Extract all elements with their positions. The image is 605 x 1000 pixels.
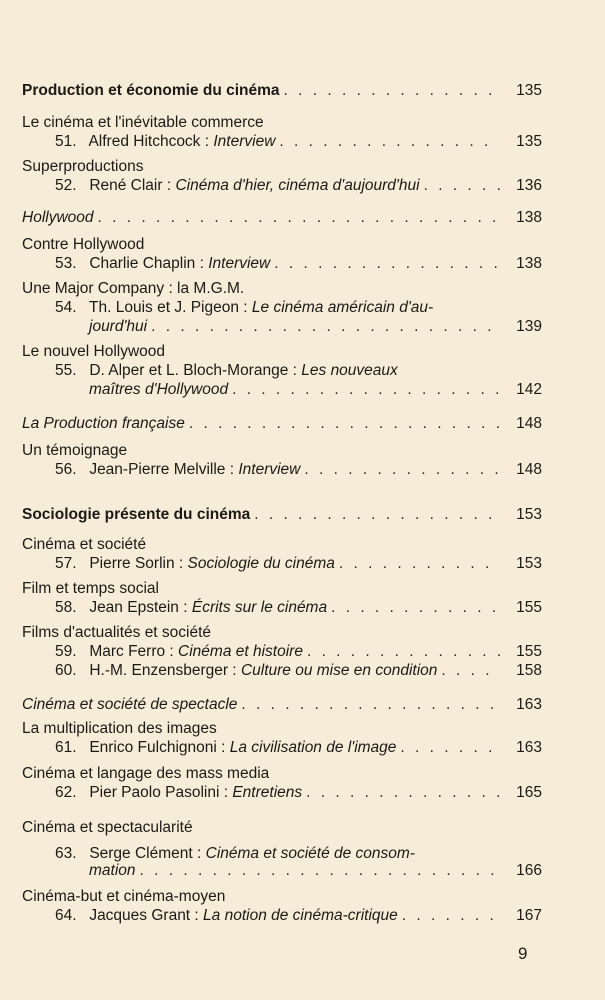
toc-heading: Un témoignage <box>22 442 128 459</box>
leader-dots <box>140 860 500 882</box>
leader-dots <box>402 905 500 927</box>
toc-heading: Cinéma et société <box>22 536 147 553</box>
toc-entry-56: 56. Jean-Pierre Melville : Interview . . . 148 <box>55 459 542 481</box>
toc-section-sociologie: Sociologie présente du cinéma . . . 153 <box>22 504 542 526</box>
toc-entry-54: 54. Th. Louis et J. Pigeon : Le cinéma américain d'au- <box>55 299 434 316</box>
toc-heading: Le nouvel Hollywood <box>22 343 166 360</box>
leader-dots <box>441 660 500 682</box>
leader-dots <box>241 694 500 716</box>
toc-entry-60: 60. H.-M. Enzensberger : Culture ou mise en condition . . . 158 <box>55 660 542 682</box>
toc-entry-61: 61. Enrico Fulchignoni : La civilisation de l'image . . . 163 <box>55 737 542 759</box>
toc-heading: Superproductions <box>22 158 144 175</box>
toc-entry-55-cont: maîtres d'Hollywood . . . 142 <box>89 379 542 401</box>
toc-subsection-hollywood: Hollywood . . . 138 <box>22 207 542 229</box>
toc-entry-58: 58. Jean Epstein : Écrits sur le cinéma . . . 155 <box>55 597 542 619</box>
page-ref: 135 <box>516 82 542 99</box>
toc-entry-59: 59. Marc Ferro : Cinéma et histoire . . . 155 <box>55 641 542 663</box>
leader-dots <box>424 175 500 197</box>
leader-dots <box>232 379 500 401</box>
leader-dots <box>98 207 500 229</box>
leader-dots <box>254 504 500 526</box>
leader-dots <box>279 131 500 153</box>
toc-section-production <box>22 80 542 102</box>
toc-subsection-spectacle: Cinéma et société de spectacle . . . 163 <box>22 694 542 716</box>
toc-entry-63-cont: mation . . . 166 <box>89 860 542 882</box>
toc-entry-54-cont: jourd'hui . . . 139 <box>89 316 542 338</box>
toc-heading: Film et temps social <box>22 580 159 597</box>
section-title: Sociologie présente du cinéma <box>22 506 251 523</box>
leader-dots <box>189 413 500 435</box>
leader-dots <box>306 782 500 804</box>
toc-subsection-production-francaise: La Production française . . . 148 <box>22 413 542 435</box>
leader-dots <box>274 253 500 275</box>
leader-dots <box>304 459 500 481</box>
section-title: Production et économie du cinéma <box>22 82 280 99</box>
toc-entry-57: 57. Pierre Sorlin : Sociologie du cinéma . . . 153 <box>55 553 542 575</box>
toc-heading: La multiplication des images <box>22 720 217 737</box>
toc-entry-51: 51. Alfred Hitchcock : Interview . . . 135 <box>55 131 542 153</box>
toc-entry-62: 62. Pier Paolo Pasolini : Entretiens . . . 165 <box>55 782 542 804</box>
toc-entry-55: 55. D. Alper et L. Bloch-Morange : Les nouveaux <box>55 362 398 379</box>
toc-entry-53: 53. Charlie Chaplin : Interview . . . 138 <box>55 253 542 275</box>
toc-heading: Cinéma et spectacularité <box>22 819 193 836</box>
leader-dots <box>151 316 500 338</box>
leader-dots <box>400 737 500 759</box>
toc-entry-64: 64. Jacques Grant : La notion de cinéma-critique . . . 167 <box>55 905 542 927</box>
toc-heading: Contre Hollywood <box>22 236 145 253</box>
leader-dots <box>284 80 500 102</box>
toc-heading: Cinéma-but et cinéma-moyen <box>22 888 226 905</box>
toc-heading: Films d'actualités et société <box>22 624 212 641</box>
page-number: 9 <box>518 944 528 963</box>
leader-dots <box>339 553 500 575</box>
toc-heading: Cinéma et langage des mass media <box>22 765 270 782</box>
toc-heading: Une Major Company : la M.G.M. <box>22 280 245 297</box>
toc-heading: Le cinéma et l'inévitable commerce <box>22 114 264 131</box>
leader-dots <box>331 597 500 619</box>
toc-entry-52: 52. René Clair : Cinéma d'hier, cinéma d'aujourd'hui . . . 136 <box>55 175 542 197</box>
toc-entry-63: 63. Serge Clément : Cinéma et société de consom- <box>55 845 415 862</box>
